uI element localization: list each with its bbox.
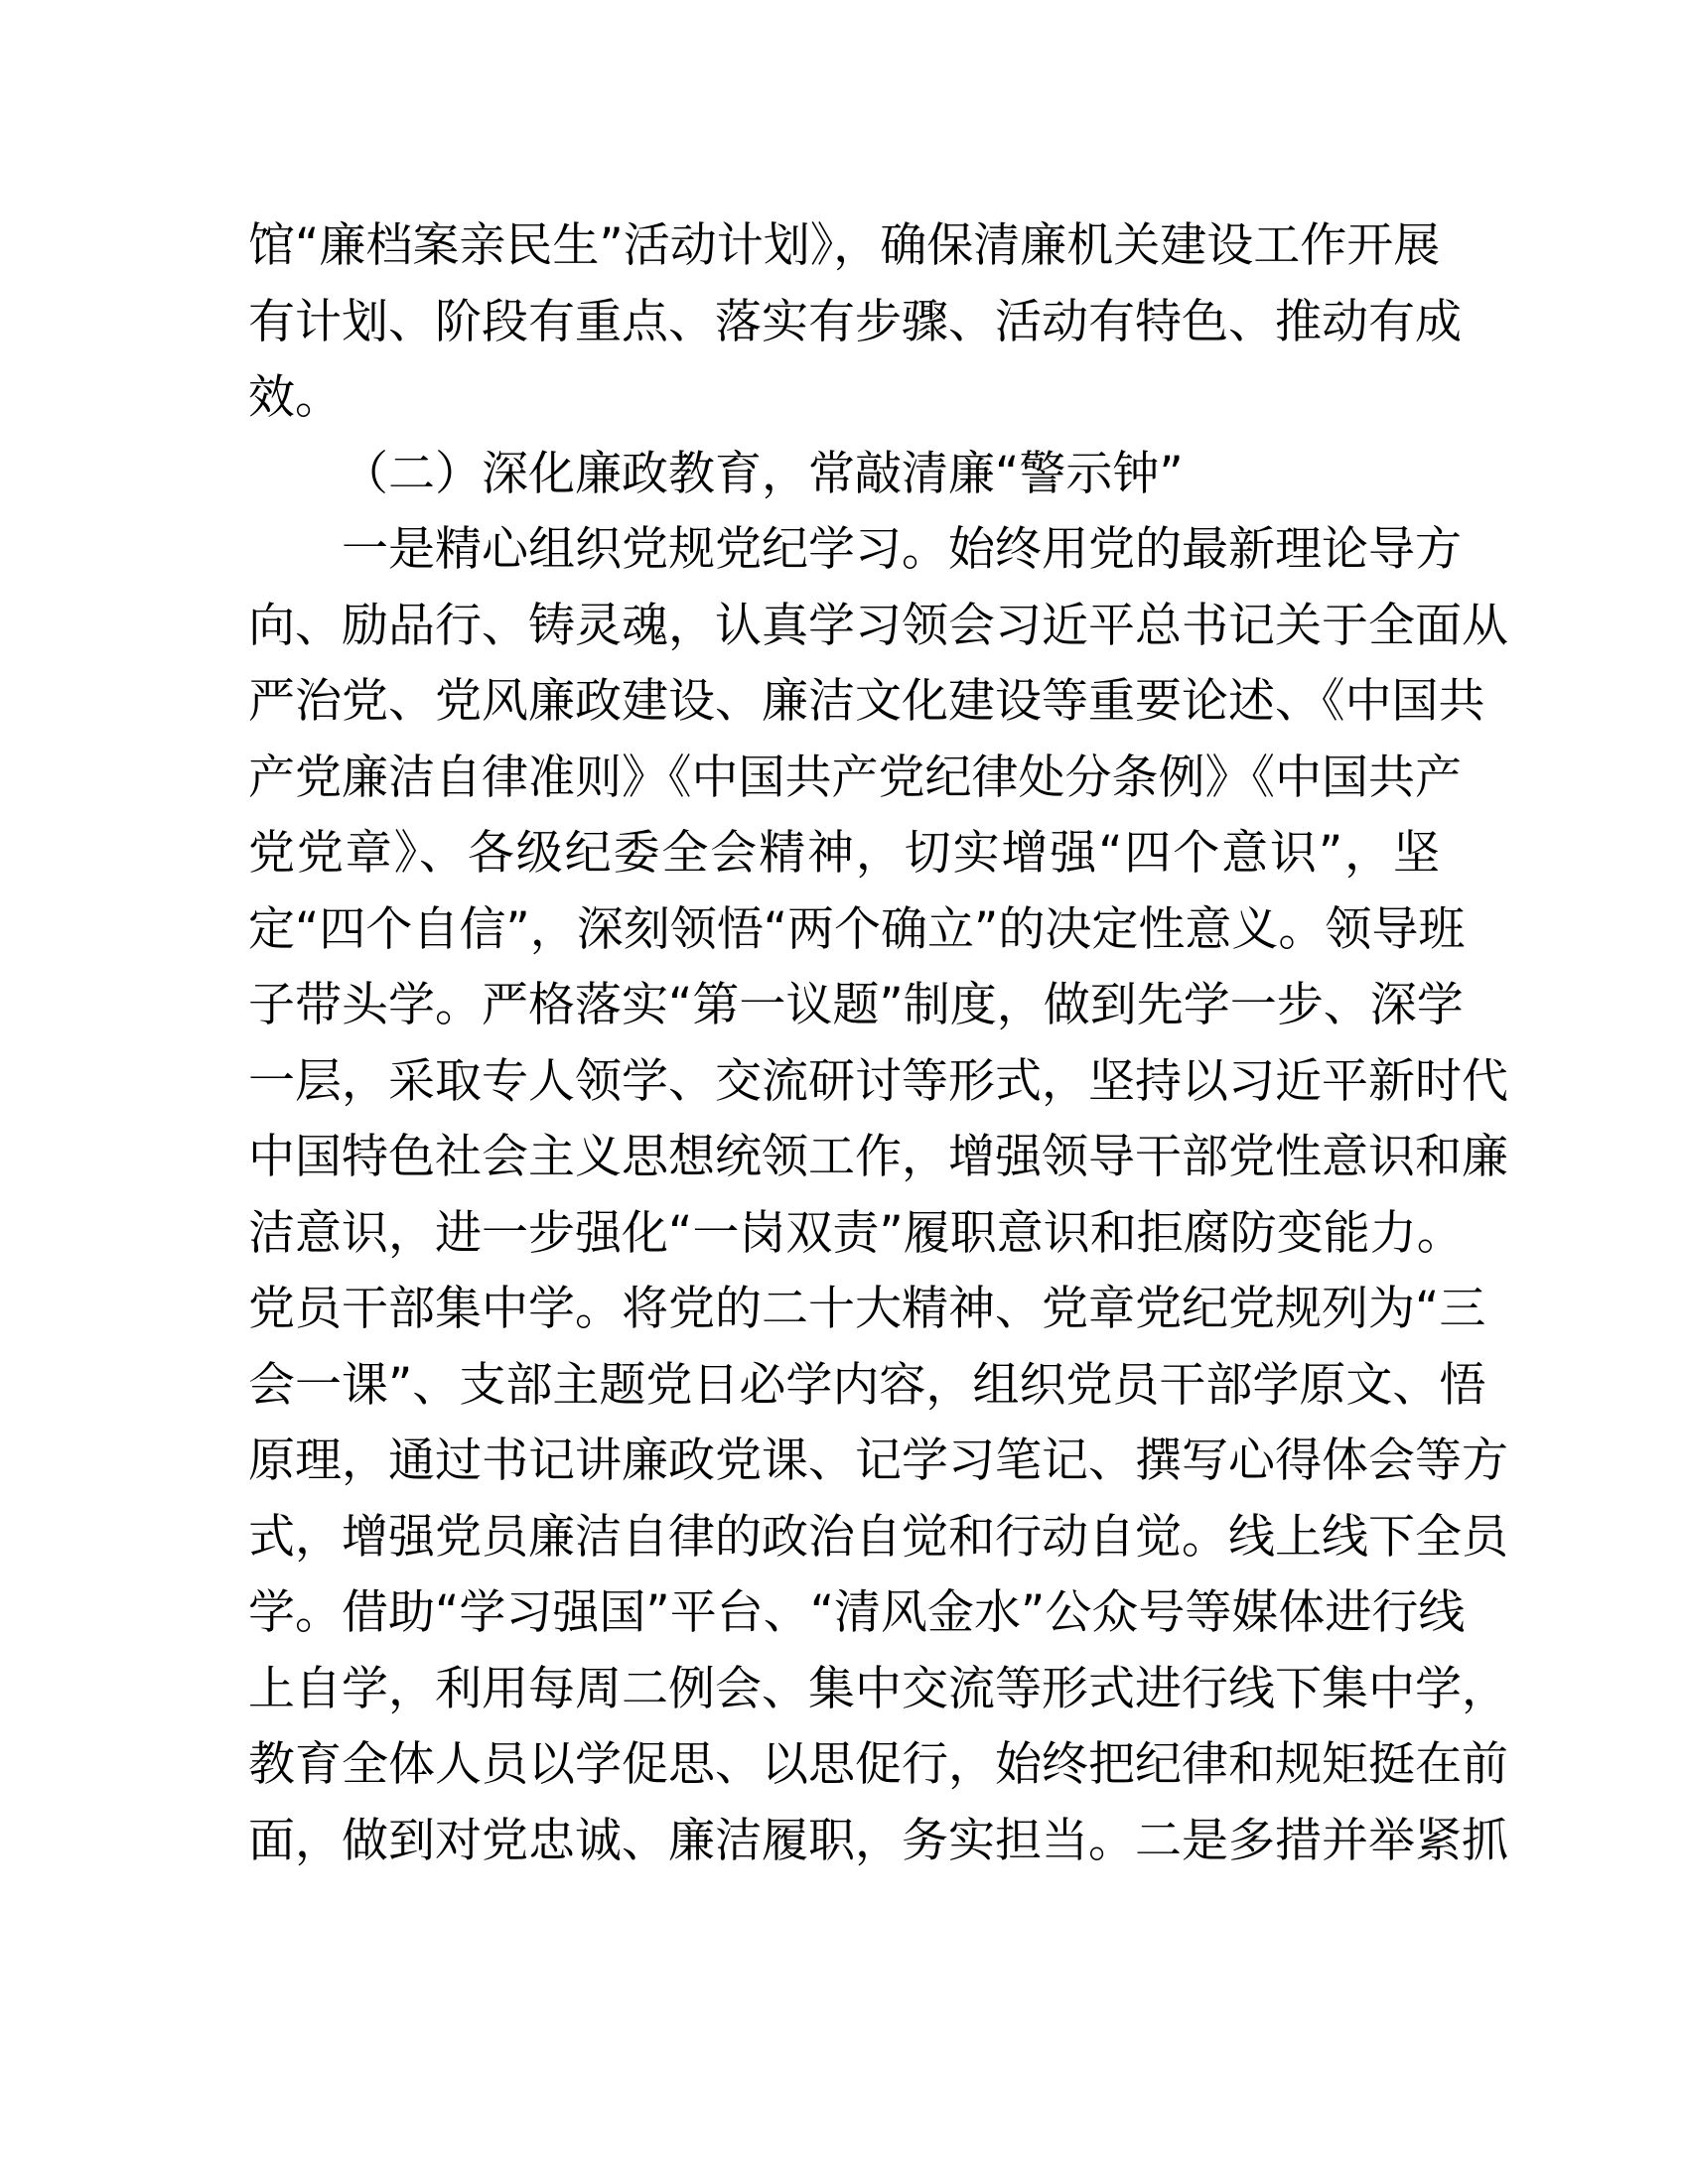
text-line: 中国特色社会主义思想统领工作，增强领导干部党性意识和廉	[248, 1130, 1508, 1184]
text-line: 子带头学。严格落实“第一议题”制度，做到先学一步、深学	[248, 978, 1464, 1032]
text-line: 洁意识，进一步强化“一岗双责”履职意识和拒腐防变能力。	[248, 1205, 1464, 1261]
main-paragraph	[248, 512, 1508, 1879]
text-line: 面，做到对党忠诚、廉洁履职，务实担当。二是多措并举紧抓	[248, 1813, 1508, 1868]
text-line: 一是精心组织党规党纪学习。始终用党的最新理论导方	[342, 522, 1462, 577]
intro-paragraph	[248, 208, 1462, 437]
text-line: 定“四个自信”，深刻领悟“两个确立”的决定性意义。领导班	[248, 901, 1466, 957]
text-line: 原理，通过书记讲廉政党课、记学习笔记、撰写心得体会等方	[248, 1433, 1508, 1488]
text-line: 党党章》、各级纪委全会精神，切实增强“四个意识”，坚	[248, 826, 1440, 881]
text-line: 效。	[248, 370, 342, 425]
text-line: 上自学，利用每周二例会、集中交流等形式进行线下集中学，	[248, 1661, 1508, 1716]
body-text	[248, 208, 1508, 1879]
text-line: 教育全体人员以学促思、以思促行，始终把纪律和规矩挺在前	[248, 1737, 1508, 1792]
text-line: 会一课”、支部主题党日必学内容，组织党员干部学原文、悟	[248, 1357, 1486, 1413]
text-line: 式，增强党员廉洁自律的政治自觉和行动自觉。线上线下全员	[248, 1509, 1508, 1565]
text-line: 严治党、党风廉政建设、廉洁文化建设等重要论述、《中国共	[248, 674, 1485, 729]
text-line: 有计划、阶段有重点、落实有步骤、活动有特色、推动有成	[248, 294, 1462, 349]
text-line: 产党廉洁自律准则》《中国共产党纪律处分条例》《中国共产	[248, 750, 1462, 805]
text-line: 党员干部集中学。将党的二十大精神、党章党纪党规列为“三	[248, 1282, 1486, 1336]
text-line: 向、励品行、铸灵魂，认真学习领会习近平总书记关于全面从	[248, 598, 1508, 653]
text-line: 馆“廉档案亲民生”活动计划》，确保清廉机关建设工作开展	[248, 218, 1441, 273]
section-heading: （二）深化廉政教育，常敲清廉“警示钟”	[342, 446, 1184, 501]
text-line: 学。借助“学习强国”平台、“清风金水”公众号等媒体进行线	[248, 1585, 1466, 1640]
text-line: 一层，采取专人领学、交流研讨等形式，坚持以习近平新时代	[248, 1053, 1508, 1109]
